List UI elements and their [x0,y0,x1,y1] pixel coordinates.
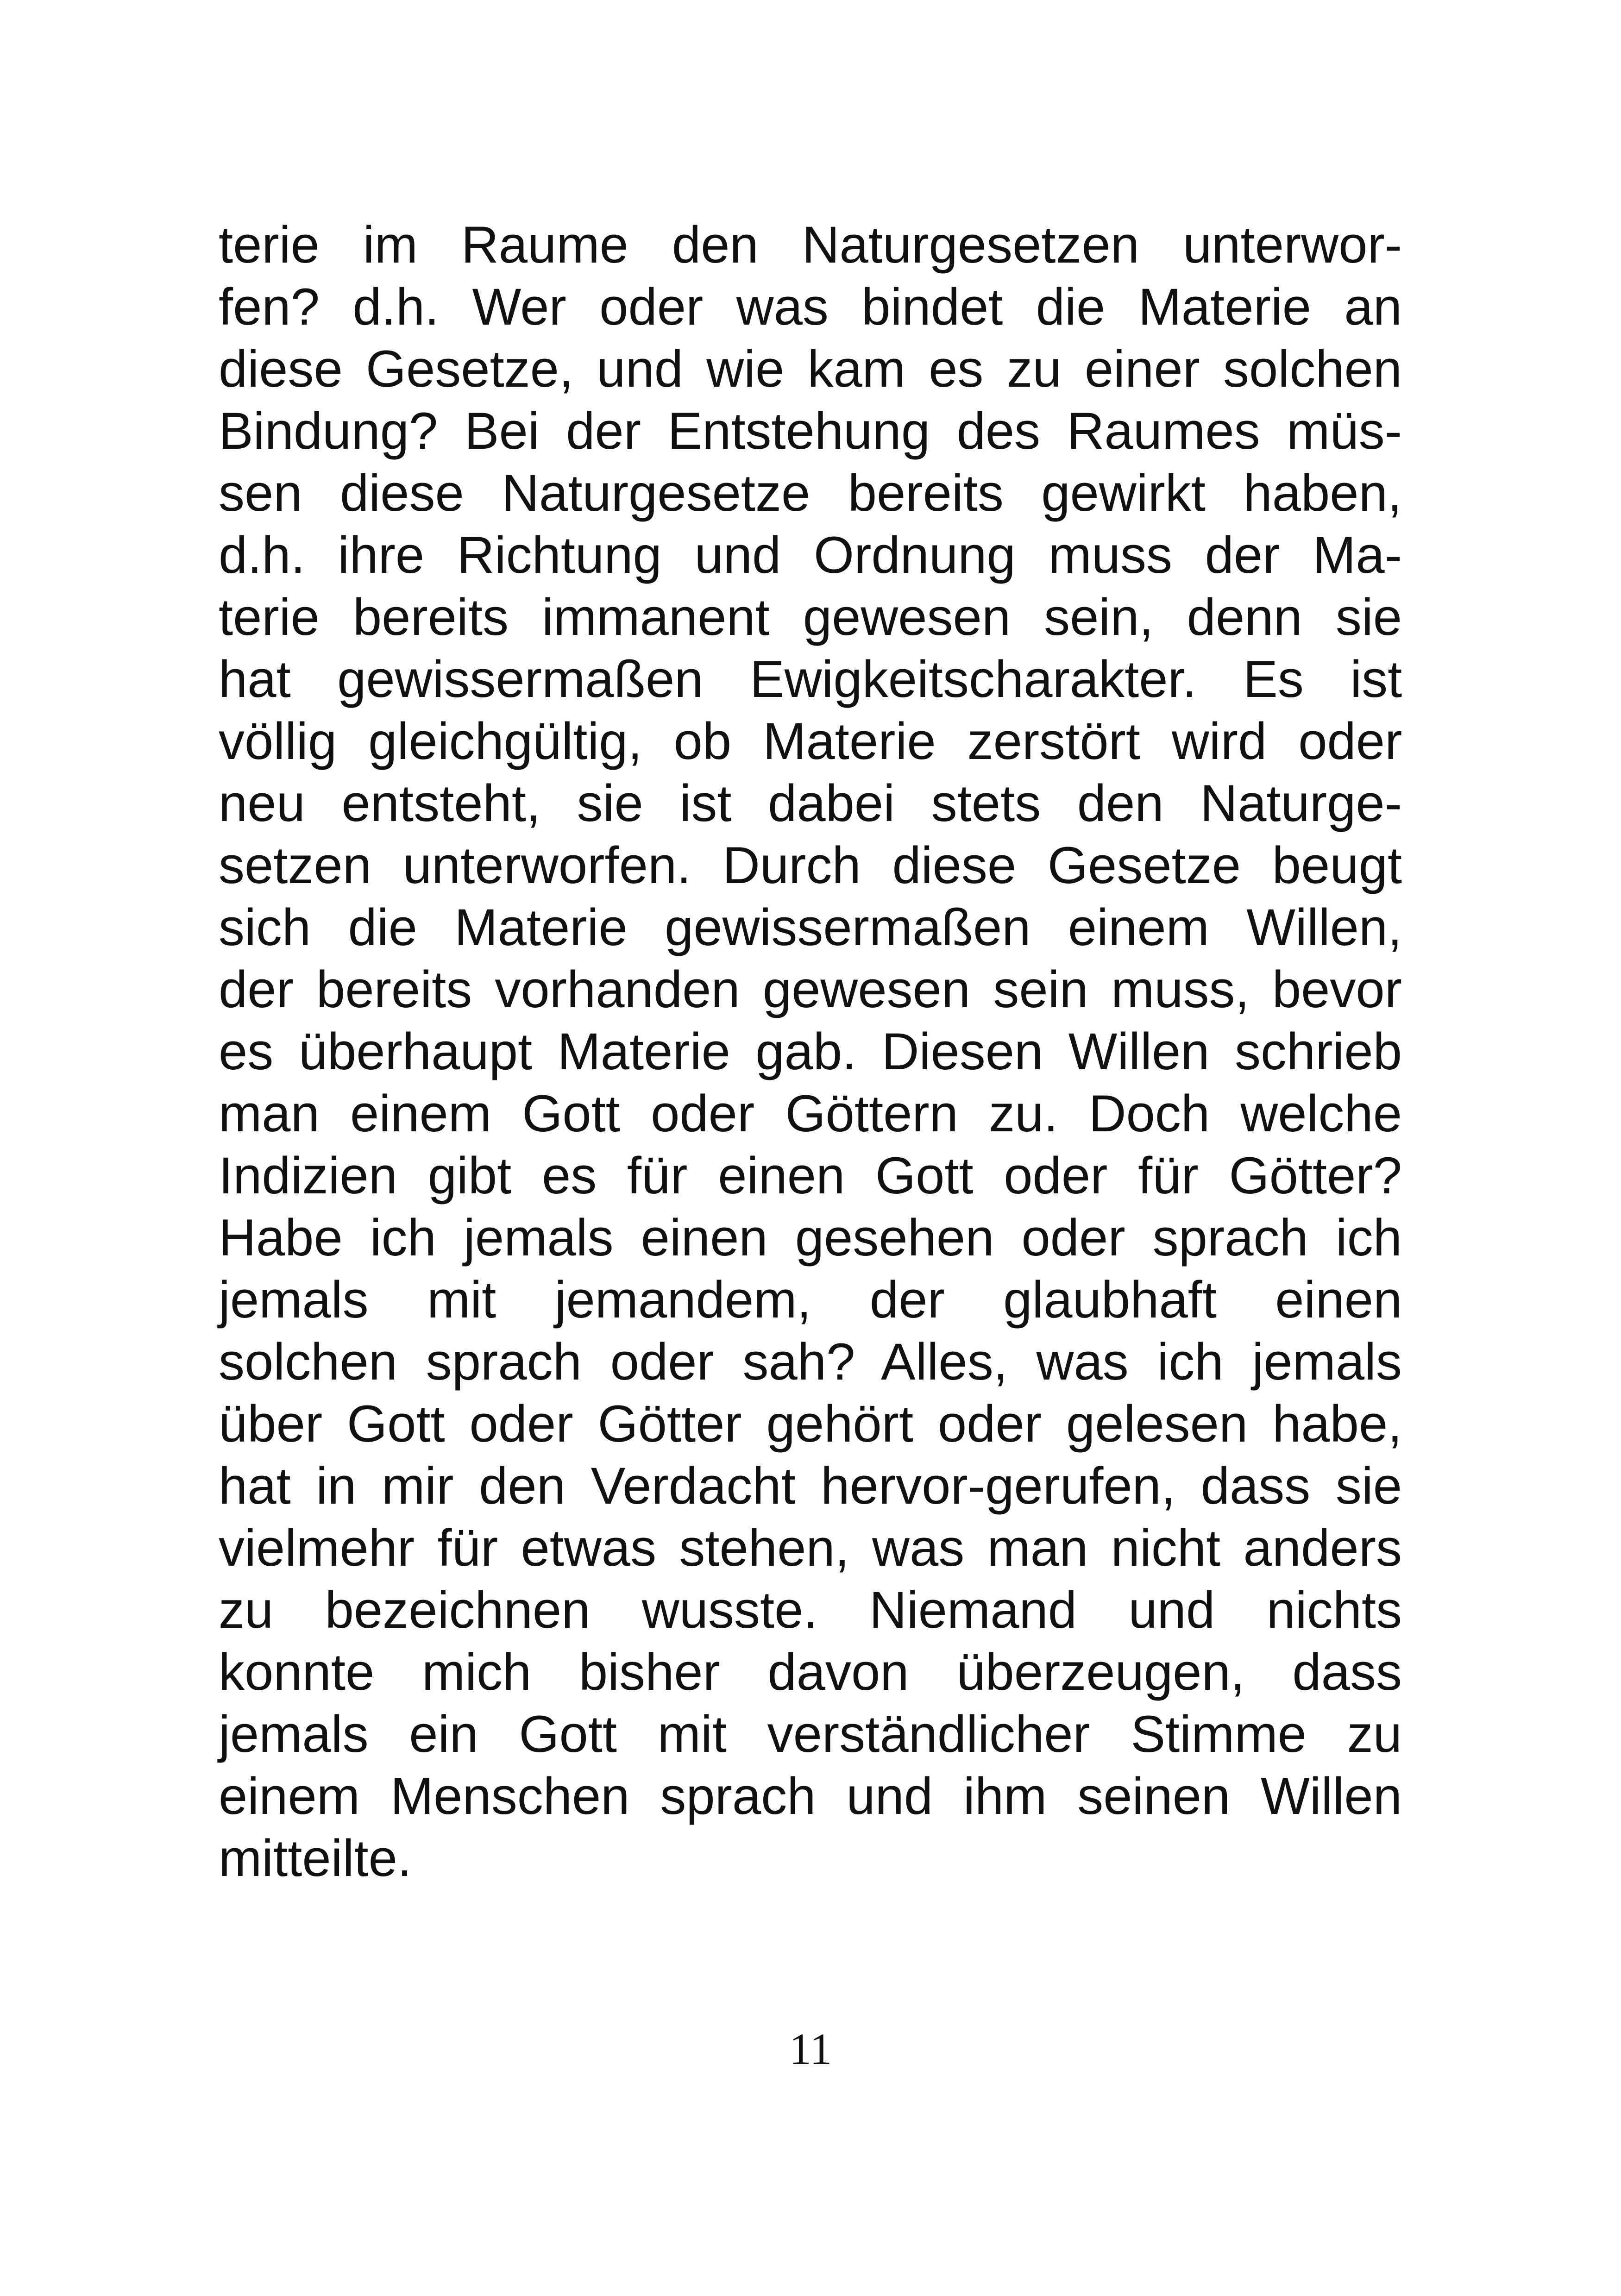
text-line: d.h. ihre Richtung und Ordnung muss der Ma- [219,526,1402,584]
text-line: hat in mir den Verdacht hervor-gerufen, dass sie [219,1457,1402,1515]
text-line: solchen sprach oder sah? Alles, was ich jemals [219,1333,1402,1391]
text-line: Indizien gibt es für einen Gott oder für Götter? [219,1147,1402,1204]
text-line: einem Menschen sprach und ihm seinen Willen [219,1767,1402,1825]
text-line: hat gewissermaßen Ewigkeitscharakter. Es ist [219,650,1402,708]
text-line: setzen unterworfen. Durch diese Gesetze beugt [219,836,1402,894]
text-line: sen diese Naturgesetze bereits gewirkt haben, [219,464,1402,522]
text-line: terie bereits immanent gewesen sein, denn sie [219,588,1402,646]
text-line: terie im Raume den Naturgesetzen unterwor- [219,216,1402,274]
text-line: sich die Materie gewissermaßen einem Willen, [219,898,1402,956]
text-line: jemals mit jemandem, der glaubhaft einen [219,1271,1402,1329]
text-line: Habe ich jemals einen gesehen oder sprach ich [219,1209,1402,1267]
body-paragraph [219,214,1402,1889]
page-number: 11 [789,2024,832,2074]
text-line: Bindung? Bei der Entstehung des Raumes müs- [219,402,1402,460]
text-line: konnte mich bisher davon überzeugen, dass [219,1643,1402,1701]
text-line: neu entsteht, sie ist dabei stets den Naturge- [219,774,1402,832]
text-line: jemals ein Gott mit verständlicher Stimme zu [219,1705,1402,1763]
text-line: man einem Gott oder Göttern zu. Doch welche [219,1085,1402,1142]
text-line: mitteilte. [219,1829,412,1887]
text-line: völlig gleichgültig, ob Materie zerstört wird oder [219,712,1402,770]
text-line: es überhaupt Materie gab. Diesen Willen schrieb [219,1023,1402,1080]
text-line: der bereits vorhanden gewesen sein muss, bevor [219,960,1402,1018]
text-line: fen? d.h. Wer oder was bindet die Materie an [219,278,1402,336]
text-line: vielmehr für etwas stehen, was man nicht anders [219,1519,1402,1577]
text-line: zu bezeichnen wusste. Niemand und nichts [219,1581,1402,1639]
text-line: diese Gesetze, und wie kam es zu einer solchen [219,340,1402,398]
text-line: über Gott oder Götter gehört oder gelesen habe, [219,1395,1402,1453]
